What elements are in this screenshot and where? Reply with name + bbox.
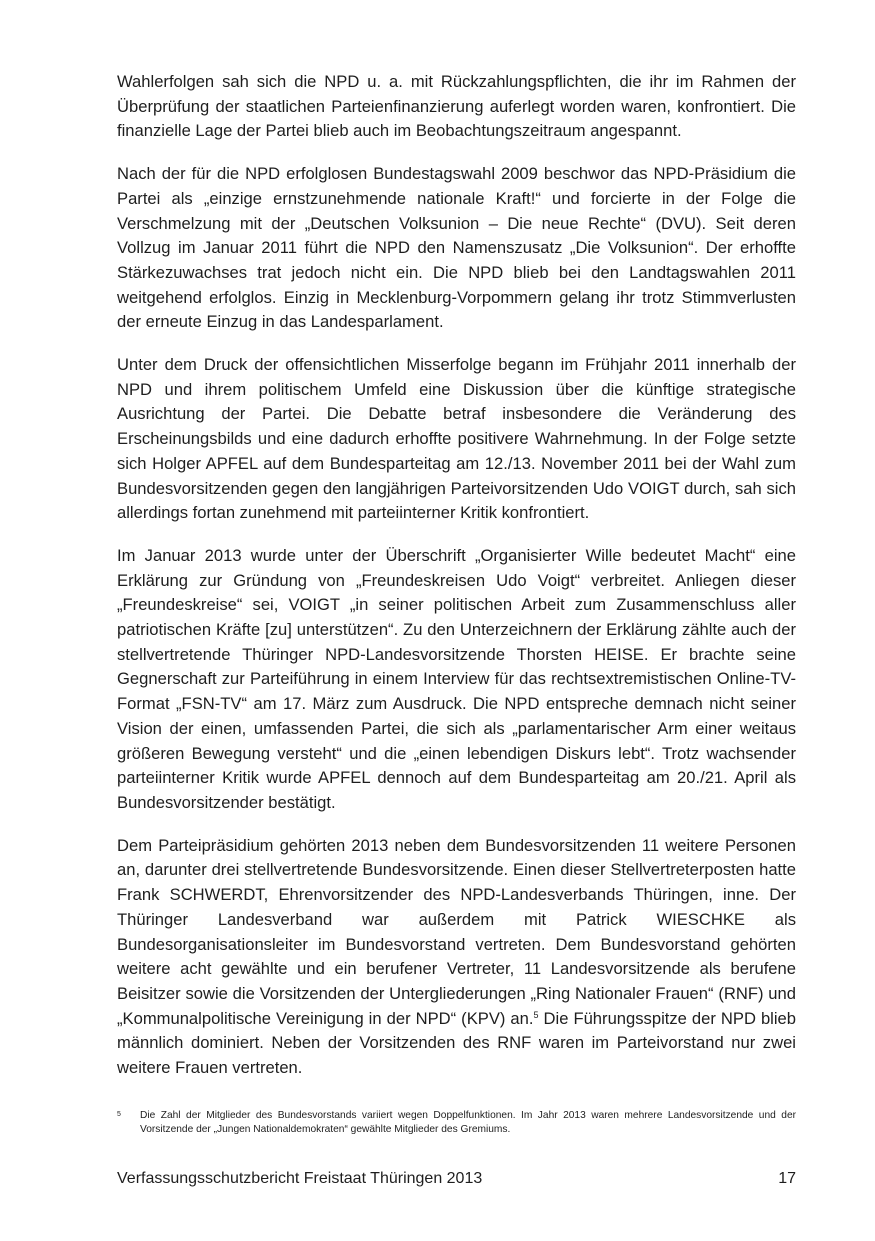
paragraph-parteipraesidium-continuation: Die Führungsspitze der NPD blieb männlich dominiert. Neben der Vorsitzenden des RNF waren im Parteivorstand nur zwei weitere Frauen vertreten. — [117, 1008, 796, 1078]
footnote-text: Die Zahl der Mitglieder des Bundesvorstands variiert wegen Doppelfunktionen. Im Jahr 2013 waren mehrere Landesvorsitzende und der Vorsitzende der „Jungen Nationaldemokraten“ gewählte Mitglieder des Gremiums. — [140, 1110, 796, 1135]
footnote-mark: 5 — [117, 1111, 121, 1118]
paragraph-strategiediskussion: Unter dem Druck der offensichtlichen Misserfolge begann im Frühjahr 2011 innerhalb der NPD und ihrem politischem Umfeld eine Diskussion über die künftige strategische Ausrichtung der Partei. Die Debatte betraf insbesondere die Veränderung des Erscheinungsbilds und eine dadurch erhoffte positivere Wahrnehmung. In der Folge setzte sich Holger APFEL auf dem Bundesparteitag am 12./13. November 2011 bei der Wahl zum Bundesvorsitzenden gegen den langjährigen Parteivorsitzenden Udo VOIGT durch, sah sich allerdings fortan zunehmend mit parteiinterner Kritik konfrontiert. — [117, 355, 796, 523]
footnote-reference[interactable]: 5 — [533, 1009, 539, 1020]
page-number: 17 — [778, 1170, 796, 1187]
page-footer — [117, 1168, 796, 1190]
page-body — [117, 70, 796, 1099]
footer-title: Verfassungsschutzbericht Freistaat Thüringen 2013 — [117, 1170, 483, 1187]
footnote — [117, 1109, 796, 1137]
paragraph-freundeskreise: Im Januar 2013 wurde unter der Überschrift „Organisierter Wille bedeutet Macht“ eine Erklärung zur Gründung von „Freundeskreisen Udo Voigt“ verbreitet. Anliegen dieser „Freundeskreise“ sei, VOIGT „in seiner politischen Arbeit zum Zusammenschluss aller patriotischen Kräfte [zu] unterstützen“. Zu den Unterzeichnern der Erklärung zählte auch der stellvertretende Thüringer NPD-Landesvorsitzende Thorsten HEISE. Er brachte seine Gegnerschaft zur Parteiführung in einem Interview für das rechtsextremistischen Online-TV-Format „FSN-TV“ am 17. März zum Ausdruck. Die NPD entspreche demnach nicht seiner Vision der einen, umfassenden Partei, die sich als „parlamentarischer Arm einer weitaus größeren Bewegung versteht“ und die „einen lebendigen Diskurs lebt“. Trotz wachsender parteiinterner Kritik wurde APFEL dennoch auf dem Bundesparteitag am 20./21. April als Bundesvorsitzender bestätigt. — [117, 545, 796, 812]
paragraph-finanzielle-lage: Wahlerfolgen sah sich die NPD u. a. mit Rückzahlungspflichten, die ihr im Rahmen der Überprüfung der staatlichen Parteienfinanzierung auferlegt worden waren, konfrontiert. Die finanzielle Lage der Partei blieb auch im Beobachtungszeitraum angespannt. — [117, 72, 796, 141]
paragraph-parteipraesidium — [117, 834, 796, 1081]
paragraph-parteipraesidium-text: Dem Parteipräsidium gehörten 2013 neben dem Bundesvorsitzenden 11 weitere Personen an, darunter drei stellvertretende Bundesvorsitzende. Einen dieser Stellvertreterposten hatte Frank SCHWERDT, Ehrenvorsitzender des NPD-Landesverbands Thüringen, inne. Der Thüringer Landesverband war außerdem mit Patrick WIESCHKE als Bundesorganisationsleiter im Bundesvorstand vertreten. Dem Bundesvorstand gehörten weitere acht gewählte und ein berufener Vertreter, 11 Landesvorsitzende als berufene Beisitzer sowie die Vorsitzenden der Untergliederungen „Ring Nationaler Frauen“ (RNF) und „Kommunalpolitische Vereinigung in der NPD“ (KPV) an. — [117, 835, 796, 1028]
paragraph-verschmelzung-dvu: Nach der für die NPD erfolglosen Bundestagswahl 2009 beschwor das NPD-Präsidium die Partei als „einzige ernstzunehmende nationale Kraft!“ und forcierte in der Folge die Verschmelzung mit der „Deutschen Volksunion – Die neue Rechte“ (DVU). Seit deren Vollzug im Januar 2011 führt die NPD den Namenszusatz „Die Volksunion“. Der erhoffte Stärkezuwachses trat jedoch nicht ein. Die NPD blieb bei den Landtagswahlen 2011 weitgehend erfolglos. Einzig in Mecklenburg-Vorpommern gelang ihr trotz Stimmverlusten der erneute Einzug in das Landesparlament. — [117, 164, 796, 332]
